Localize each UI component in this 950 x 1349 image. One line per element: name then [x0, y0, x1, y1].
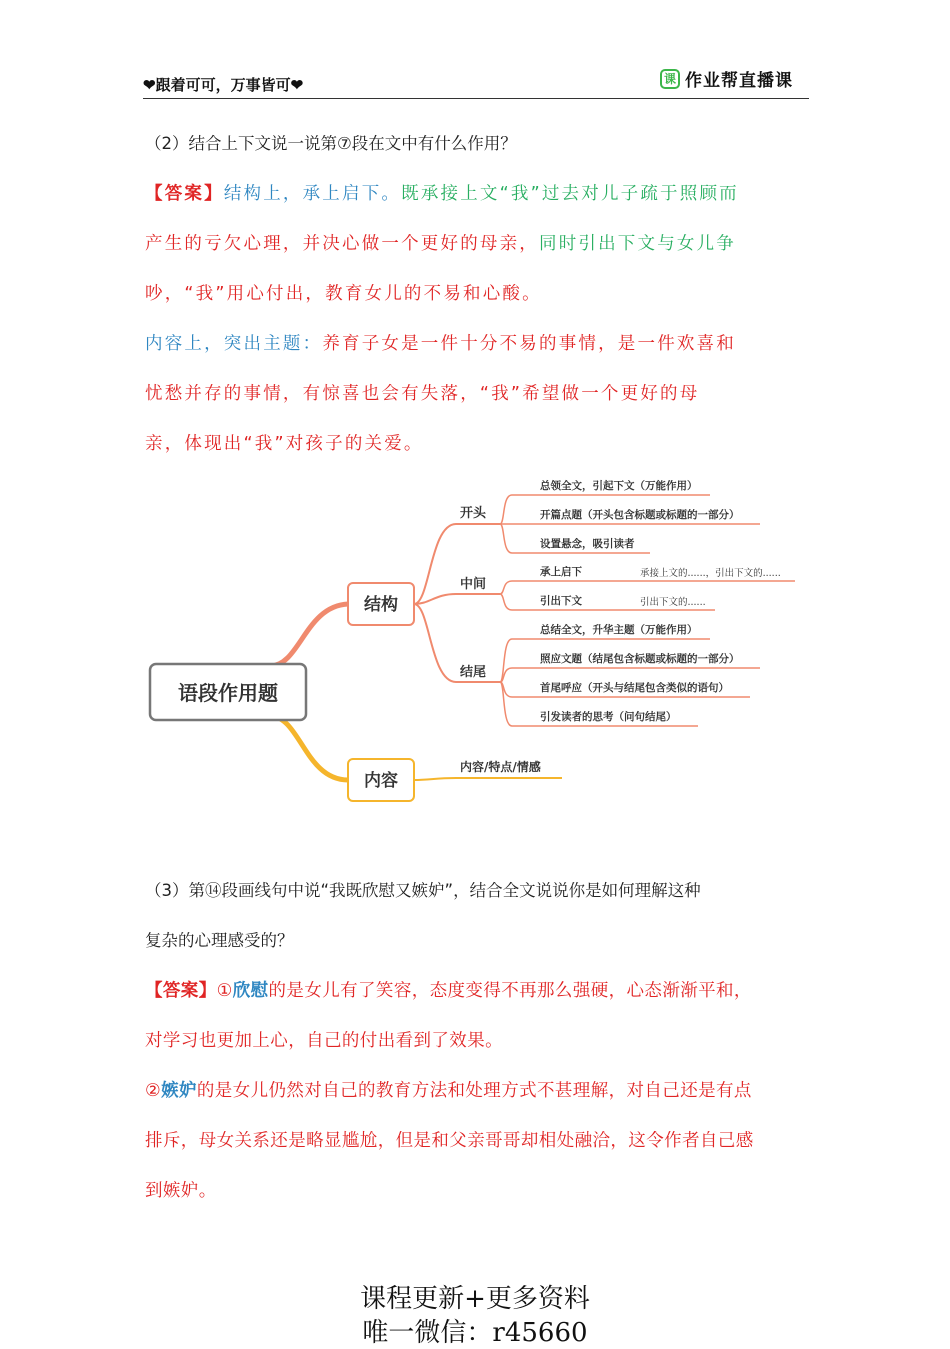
- header-slogan: ❤跟着可可，万事皆可❤: [143, 76, 304, 94]
- mindmap-diagram: [140, 466, 810, 816]
- footer-line2: 唯一微信：r45660: [362, 1318, 588, 1348]
- mindmap-middle-item: 引出下文: [540, 595, 582, 607]
- q2-answer-line2: [145, 230, 736, 255]
- q3-answer2-line1: [145, 1077, 752, 1102]
- mindmap-root-label: 语段作用题: [178, 681, 278, 705]
- q3-a2-line3: 到嫉妒。: [145, 1181, 217, 1201]
- q2-structure-line2b: 同时引出下文与女儿争: [539, 234, 736, 254]
- mindmap-content-item: 内容/特点/情感: [460, 760, 541, 774]
- mindmap-end-item: 总结全文，升华主题（万能作用）: [540, 624, 698, 636]
- q2-content-line3: 亲，体现出“我”对孩子的关爱。: [145, 434, 424, 454]
- branch-structure: [270, 604, 348, 666]
- footer-line1: 课程更新+更多资料: [360, 1284, 590, 1314]
- q3-a2-keyword: 嫉妒: [161, 1081, 197, 1101]
- q2-content-line2: 忧愁并存的事情，有惊喜也会有失落，“我”希望做一个更好的母: [145, 384, 700, 404]
- q2-question: （2）结合上下文说一说第⑦段在文中有什么作用？: [145, 134, 517, 153]
- brand-logo: [660, 66, 793, 91]
- logo-text: 作业帮直播课: [685, 71, 793, 91]
- mindmap-start-item: 设置悬念，吸引读者: [540, 538, 635, 550]
- mindmap-end-item: 引发读者的思考（问句结尾）: [540, 711, 677, 723]
- q2-content-lead: 内容上，突出主题：: [145, 334, 323, 354]
- mindmap-middle-note: 引出下文的......: [640, 597, 706, 608]
- q2-structure-line2a: 产生的亏欠心理，并决心做一个更好的母亲，: [145, 234, 539, 254]
- mindmap-middle-label: 中间: [460, 577, 487, 592]
- q2-structure-line3: 吵，“我”用心付出，教育女儿的不易和心酸。: [145, 284, 542, 304]
- mindmap-start-item: 总领全文，引起下文（万能作用）: [540, 480, 698, 492]
- q3-question-line2: 复杂的心理感受的？: [145, 931, 294, 950]
- q3-a1-keyword: 欣慰: [232, 981, 269, 1001]
- q3-a1-text: 的是女儿有了笑容，态度变得不再那么强硬，心态渐渐平和，: [268, 981, 752, 1001]
- q2-content-text1: 养育子女是一件十分不易的事情，是一件欢喜和: [322, 334, 737, 354]
- mindmap-end-item: 首尾呼应（开头与结尾包含类似的语句）: [540, 682, 729, 694]
- q3-a2-number: ②: [145, 1081, 162, 1101]
- q3-a1-number: ①: [216, 981, 233, 1001]
- q3-question-line1: （3）第⑭段画线句中说“我既欣慰又嫉妒”，结合全文说说你是如何理解这种: [145, 881, 701, 900]
- q3-a2-text: 的是女儿仍然对自己的教育方法和处理方式不甚理解，对自己还是有点: [196, 1081, 752, 1101]
- q3-answer-line1: [145, 977, 752, 1002]
- mindmap-end-item: 照应文题（结尾包含标题或标题的一部分）: [540, 653, 740, 665]
- answer-label: 【答案】: [145, 184, 224, 204]
- q2-answer-line1: [145, 180, 739, 205]
- mindmap-start-item: 开篇点题（开头包含标题或标题的一部分）: [540, 509, 740, 521]
- q2-content-line1: [145, 330, 736, 355]
- mindmap-middle-note: 承接上文的......，引出下文的......: [640, 568, 781, 579]
- header-divider: [143, 98, 809, 99]
- mindmap-end-label: 结尾: [460, 665, 487, 680]
- mindmap-middle-item: 承上启下: [540, 566, 582, 578]
- q2-structure-part1: 既承接上文“我”过去对儿子疏于照顾而: [401, 184, 739, 204]
- q2-structure-lead: 结构上，承上启下。: [223, 184, 402, 204]
- mindmap-start-label: 开头: [460, 506, 487, 521]
- mindmap-structure-label: 结构: [364, 595, 398, 615]
- logo-icon: 课: [660, 69, 680, 89]
- answer-label: 【答案】: [145, 981, 217, 1001]
- branch-content: [270, 716, 348, 780]
- q3-a1-line2: 对学习也更加上心，自己的付出看到了效果。: [145, 1031, 503, 1051]
- q3-a2-line2: 排斥，母女关系还是略显尴尬，但是和父亲哥哥却相处融洽，这令作者自己感: [145, 1131, 754, 1151]
- mindmap-content-label: 内容: [364, 771, 398, 791]
